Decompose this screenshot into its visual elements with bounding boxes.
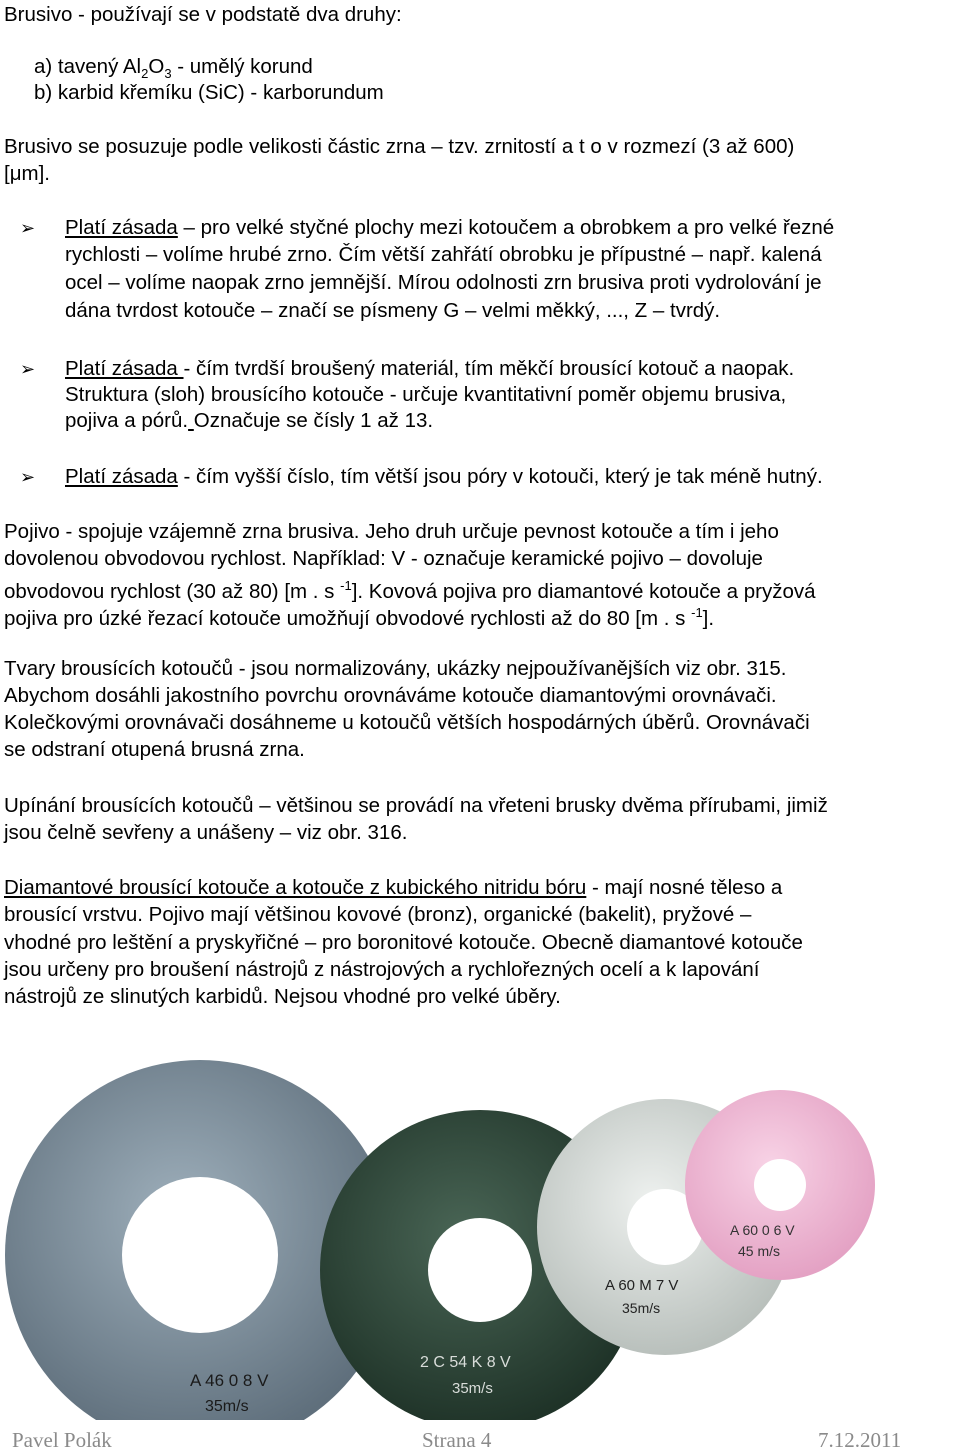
shapes-line-1: Tvary brousících kotoučů - jsou normalizovány, ukázky nejpoužívanějších viz obr. 315. bbox=[4, 657, 787, 680]
binder-line-2: dovolenou obvodovou rychlost. Například: V - označuje keramické pojivo – dovoluje bbox=[4, 547, 763, 570]
wheel-label: A 46 0 8 V bbox=[190, 1371, 269, 1390]
binder-l3a: obvodovou rychlost (30 až 80) [m . s bbox=[4, 579, 341, 603]
bullet-arrow-icon: ➢ bbox=[20, 218, 36, 238]
bullet2-line-3 bbox=[65, 408, 433, 434]
diamond-line-3: vhodné pro leštění a pryskyřičné – pro boronitové kotouče. Obecně diamantové kotouče bbox=[4, 931, 803, 954]
shapes-line-4: se odstraní otupená brusná zrna. bbox=[4, 738, 305, 761]
bullet1-line-1 bbox=[65, 215, 834, 241]
bullet1-line-3: ocel – volíme naopak zrno jemnější. Mírou odolnosti zrn brusiva proti vydrolování je bbox=[65, 271, 822, 294]
grain-line-1: Brusivo se posuzuje podle velikosti částic zrna – tzv. zrnitostí a t o v rozmezí (3 až 600) bbox=[4, 135, 795, 158]
shapes-line-2: Abychom dosáhli jakostního povrchu orovnáváme kotouče diamantovými orovnávači. bbox=[4, 684, 777, 707]
binder-l4-sup: -1 bbox=[691, 605, 703, 620]
binder-line-4 bbox=[4, 600, 714, 632]
diamond-l1-text: - mají nosné těleso a bbox=[586, 876, 783, 899]
binder-l4a: pojiva pro úzké řezací kotouče umožňují obvodové rychlosti až do 80 [m . s bbox=[4, 606, 692, 630]
item-a-prefix: a) tavený Al bbox=[34, 55, 142, 78]
diamond-line-4: jsou určeny pro broušení nástrojů z nástrojových a rychlořezných ocelí a k lapování bbox=[4, 958, 760, 981]
bullet1-l1-text: – pro velké styčné plochy mezi kotoučem a obrobkem a pro velké řezné bbox=[177, 216, 835, 239]
list-item-b: b) karbid křemíku (SiC) - karborundum bbox=[34, 81, 384, 104]
binder-l3-sup: -1 bbox=[340, 578, 352, 593]
clamping-line-1: Upínání brousících kotoučů – většinou se provádí na vřeteni brusky dvěma přírubami, jimiž bbox=[4, 794, 828, 817]
intro-heading: Brusivo - používají se v podstatě dva druhy: bbox=[4, 3, 402, 26]
footer-page-number: Strana 4 bbox=[422, 1428, 492, 1452]
footer-date: 7.12.2011 bbox=[818, 1428, 902, 1452]
bullet2-line-1 bbox=[65, 356, 794, 382]
bullet2-rule-label: Platí zásada bbox=[65, 357, 184, 380]
binder-l4b: ]. bbox=[702, 606, 715, 630]
diamond-line-1 bbox=[4, 875, 782, 901]
bullet2-l3b: Označuje se čísly 1 až 13. bbox=[193, 409, 434, 432]
grinding-wheels-photo bbox=[0, 1055, 960, 1420]
bullet2-line-2: Struktura (sloh) brousícího kotouče - určuje kvantitativní poměr objemu brusiva, bbox=[65, 383, 787, 406]
wheel-label: 2 C 54 K 8 V bbox=[420, 1354, 511, 1371]
bullet3-line-1 bbox=[65, 464, 823, 490]
footer-author: Pavel Polák bbox=[12, 1428, 112, 1452]
diamond-line-5: nástrojů ze slinutých karbidů. Nejsou vhodné pro velké úběry. bbox=[4, 985, 561, 1008]
diamond-heading: Diamantové brousící kotouče a kotouče z kubického nitridu bóru bbox=[4, 876, 587, 899]
binder-l3b: ]. Kovová pojiva pro diamantové kotouče a pryžová bbox=[351, 579, 816, 603]
item-a-sub1: 2 bbox=[141, 66, 149, 82]
bullet2-l3a: pojiva a pórů. bbox=[65, 409, 189, 432]
bullet2-l1-text: - čím tvrdší broušený materiál, tím měkčí brousící kotouč a naopak. bbox=[183, 357, 795, 380]
wheel-speed: 35m/s bbox=[622, 1300, 661, 1316]
wheel-speed: 35m/s bbox=[205, 1398, 249, 1415]
wheel-speed: 45 m/s bbox=[738, 1243, 781, 1259]
clamping-line-2: jsou čelně sevřeny a unášeny – viz obr. 316. bbox=[4, 821, 408, 844]
item-a-suffix: - umělý korund bbox=[171, 55, 313, 78]
item-a-mid: O bbox=[148, 55, 165, 78]
diamond-line-2: brousící vrstvu. Pojivo mají většinou kovové (bronz), organické (bakelit), pryžové – bbox=[4, 903, 752, 926]
bullet-arrow-icon: ➢ bbox=[20, 359, 36, 379]
item-a-sub2: 3 bbox=[164, 66, 172, 82]
bullet1-rule-label: Platí zásada bbox=[65, 216, 178, 239]
bullet3-l1-text: - čím vyšší číslo, tím větší jsou póry v kotouči, který je tak méně hutný. bbox=[177, 465, 823, 488]
binder-line-1: Pojivo - spojuje vzájemně zrna brusiva. Jeho druh určuje pevnost kotouče a tím i jeho bbox=[4, 520, 779, 543]
bullet3-rule-label: Platí zásada bbox=[65, 465, 178, 488]
wheel-pink bbox=[685, 1090, 875, 1280]
bullet1-line-2: rychlosti – volíme hrubé zrno. Čím větší zahřátí obrobku je přípustné – např. kalená bbox=[65, 243, 822, 266]
wheel-label: A 60 M 7 V bbox=[605, 1277, 679, 1294]
wheel-speed: 35m/s bbox=[452, 1380, 493, 1397]
shapes-line-3: Kolečkovými orovnávači dosáhneme u kotoučů větších hospodárných úběrů. Orovnávači bbox=[4, 711, 810, 734]
wheel-label: A 60 0 6 V bbox=[730, 1222, 795, 1238]
grain-line-2: [μm]. bbox=[4, 162, 50, 185]
bullet1-line-4: dána tvrdost kotouče – značí se písmeny G – velmi měkký, ..., Z – tvrdý. bbox=[65, 299, 721, 322]
bullet-arrow-icon: ➢ bbox=[20, 467, 36, 487]
